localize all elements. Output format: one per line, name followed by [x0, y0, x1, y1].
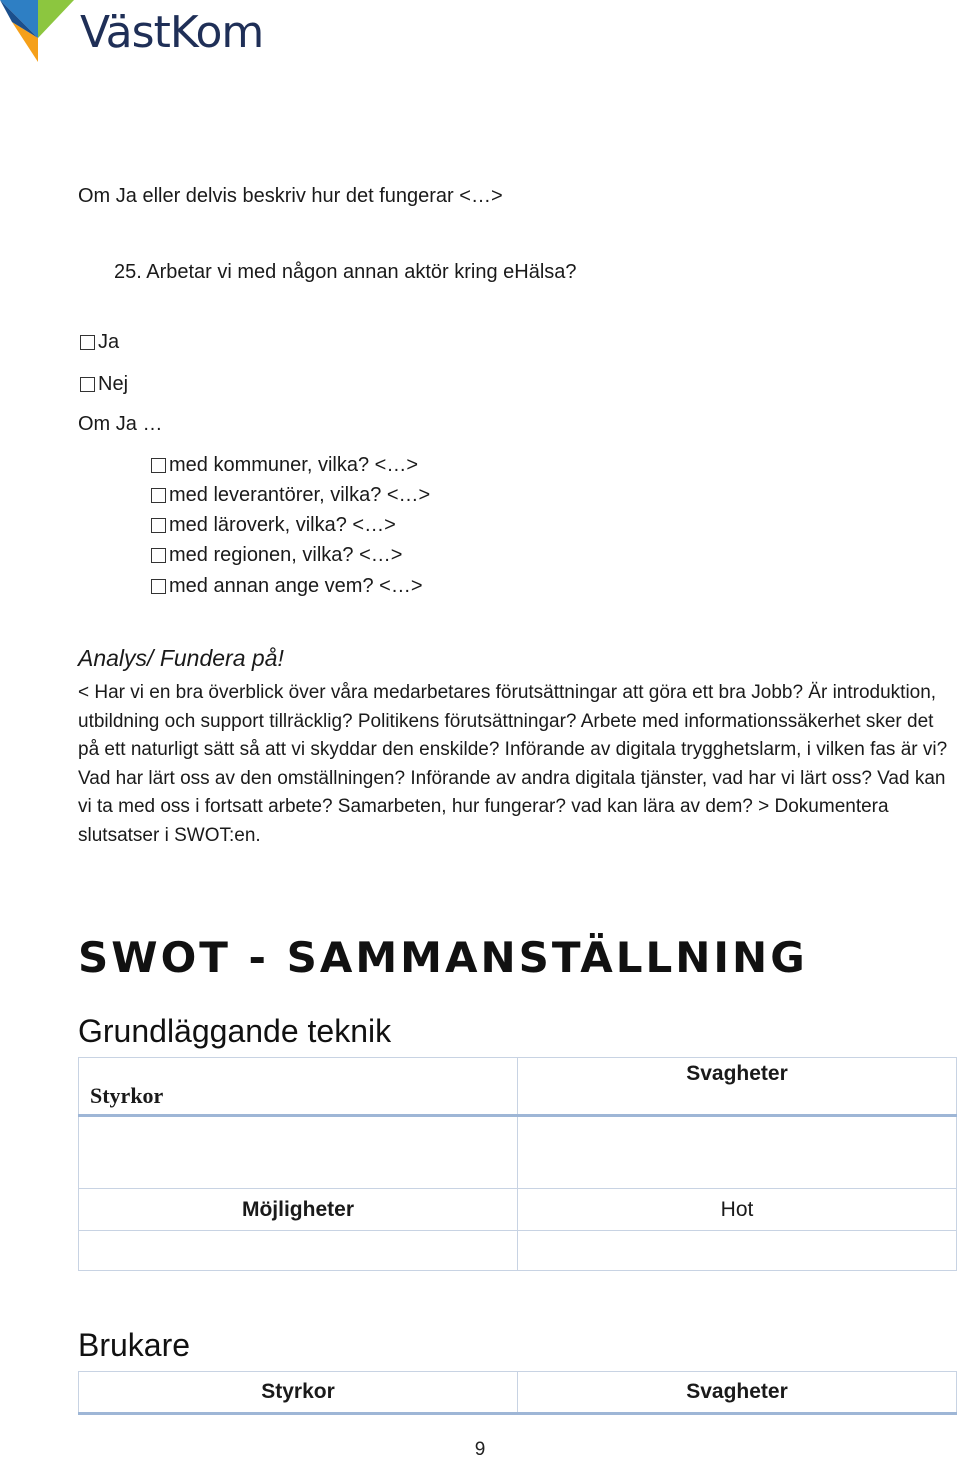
question-text: 25. Arbetar vi med någon annan aktör kring eHälsa? — [114, 261, 577, 283]
swot-cell-weaknesses[interactable] — [518, 1372, 957, 1414]
opportunities-label: Möjligheter — [241, 1197, 354, 1221]
swot-cell-weaknesses-content[interactable] — [518, 1116, 957, 1189]
analysis-heading: Analys/ Fundera på! — [78, 645, 284, 671]
strengths-label: Styrkor — [261, 1380, 335, 1403]
page-number: 9 — [474, 1439, 486, 1460]
checkbox[interactable] — [151, 488, 166, 503]
logo-wordmark: VästKom — [80, 7, 264, 58]
sub-option-label: med leverantörer, vilka? <…> — [169, 484, 431, 506]
sub-option-annan[interactable] — [151, 574, 423, 598]
weaknesses-label: Svagheter — [686, 1380, 788, 1403]
swot-cell-threats-content[interactable] — [518, 1231, 957, 1271]
sub-option-label: med annan ange vem? <…> — [169, 575, 423, 597]
section-title-brukare: Brukare — [78, 1327, 191, 1363]
checkbox[interactable] — [80, 335, 95, 350]
answer-option-ja[interactable] — [80, 330, 119, 354]
sub-option-label: med läroverk, vilka? <…> — [169, 514, 396, 536]
swot-cell-weaknesses[interactable] — [518, 1058, 957, 1116]
checkbox[interactable] — [151, 518, 166, 533]
sub-option-leverantorer[interactable] — [151, 483, 430, 507]
sub-option-regionen[interactable] — [151, 543, 402, 567]
swot-cell-strengths[interactable] — [79, 1372, 518, 1414]
answer-option-nej[interactable] — [80, 372, 128, 396]
swot-heading: SWOT - SAMMANSTÄLLNING — [78, 933, 808, 982]
om-ja-label: Om Ja … — [78, 413, 163, 435]
checkbox[interactable] — [151, 548, 166, 563]
sub-option-label: med regionen, vilka? <…> — [169, 544, 403, 566]
checkbox[interactable] — [80, 377, 95, 392]
swot-cell-strengths[interactable] — [79, 1058, 518, 1116]
vastkom-logo-icon — [0, 0, 74, 62]
checkbox[interactable] — [151, 579, 166, 594]
swot-table-brukare — [78, 1371, 957, 1415]
section-title-grundlaggande-teknik: Grundläggande teknik — [78, 1013, 392, 1049]
sub-option-laroverk[interactable] — [151, 513, 396, 537]
analysis-body: < Har vi en bra överblick över våra medarbetares förutsättningar att göra ett bra Jobb? Är introduktion, utbildning och support tillräcklig? Politikens förutsättningar? Arbete med informationssäkerhet sker det på ett naturligt sätt så att vi skyddar den enskilde? Införande av digitala trygghetslarm, i vilken fas är vi? Vad har lärt oss av den omställningen? Införande av andra digitala tjänster, vad har vi lärt oss? Vad kan vi ta med oss i fortsatt arbete? Samarbeten, hur fungerar? vad kan lära av dem? > Dokumentera slutsatser i SWOT:en. — [78, 682, 948, 846]
intro-line: Om Ja eller delvis beskriv hur det fungerar <…> — [78, 185, 503, 207]
swot-cell-threats[interactable] — [518, 1189, 957, 1231]
answer-label: Ja — [98, 331, 120, 353]
swot-cell-opportunities-content[interactable] — [79, 1231, 518, 1271]
threats-label: Hot — [720, 1197, 754, 1221]
checkbox[interactable] — [151, 458, 166, 473]
weaknesses-label: Svagheter — [686, 1062, 788, 1085]
swot-cell-strengths-content[interactable] — [79, 1116, 518, 1189]
swot-cell-opportunities[interactable] — [79, 1189, 518, 1231]
sub-option-label: med kommuner, vilka? <…> — [169, 454, 418, 476]
answer-label: Nej — [98, 373, 129, 395]
sub-option-kommuner[interactable] — [151, 453, 418, 477]
strengths-label: Styrkor — [90, 1083, 164, 1108]
swot-table-grundlaggande-teknik — [78, 1057, 957, 1271]
